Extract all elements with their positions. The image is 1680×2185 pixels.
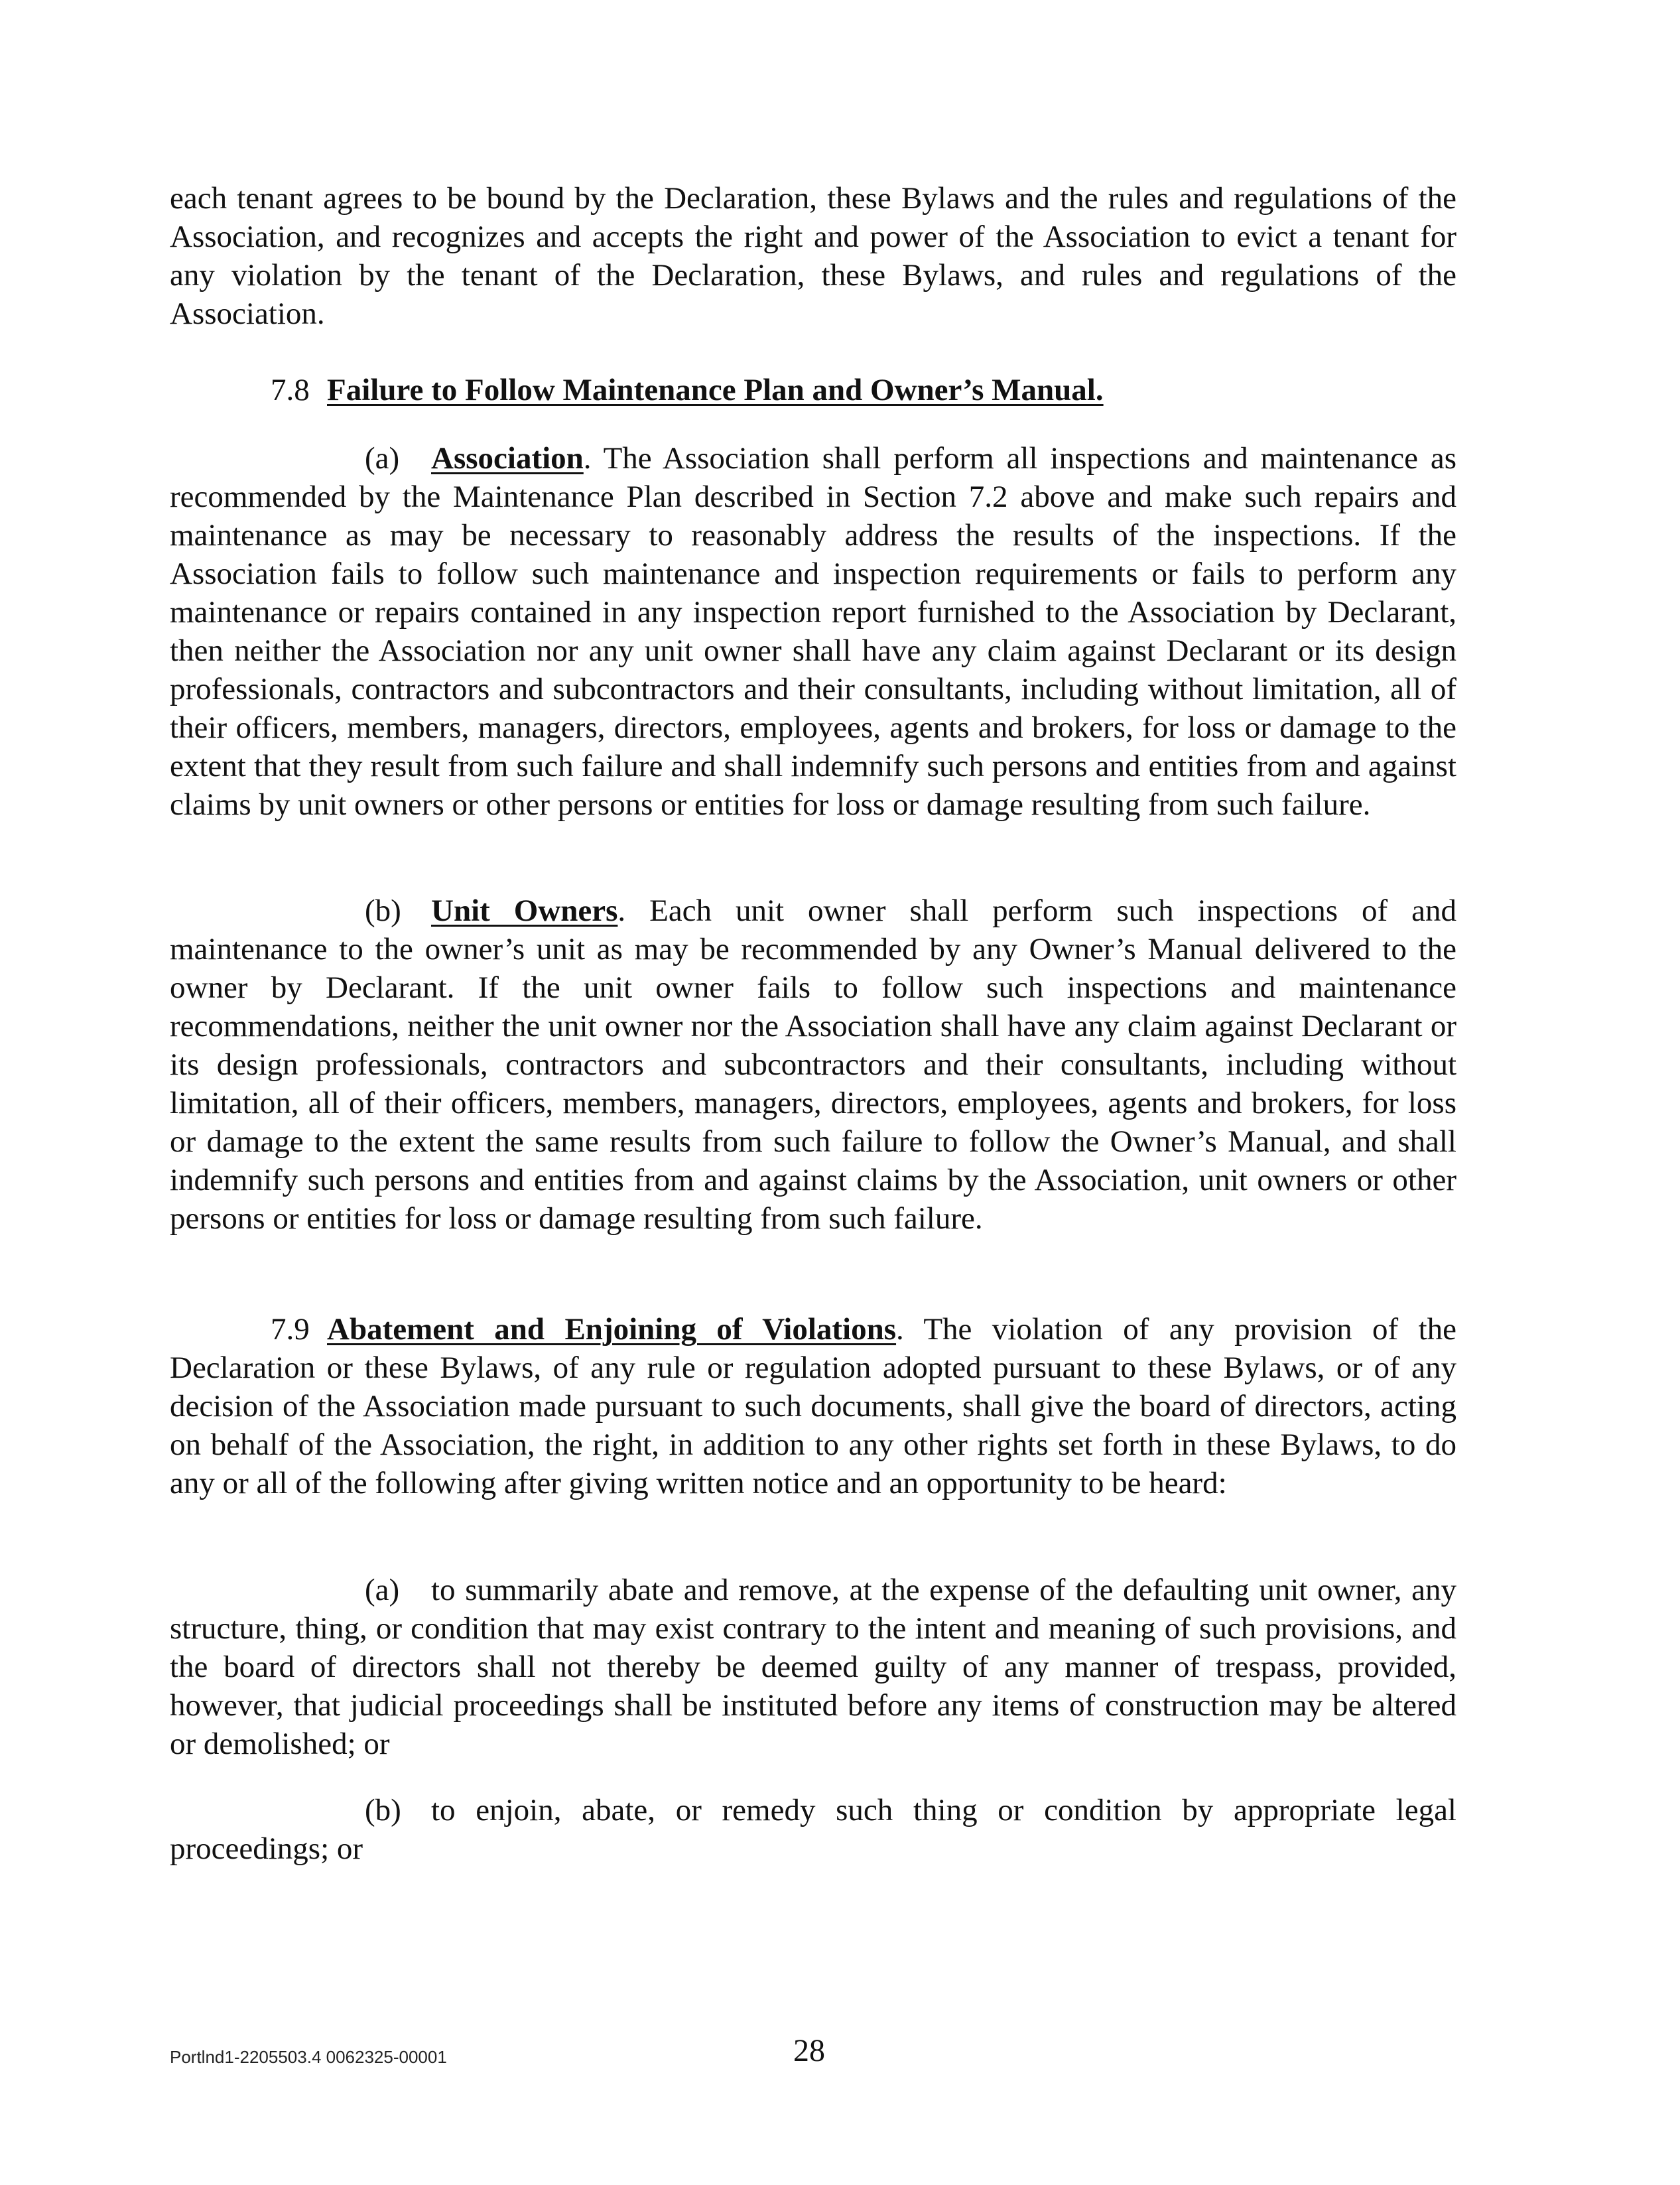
heading-punctuation: . bbox=[896, 1312, 904, 1347]
page-number: 28 bbox=[793, 2033, 825, 2068]
section-7-9-paragraph bbox=[170, 1310, 1456, 1502]
section-title: Failure to Follow Maintenance Plan and Owner’s Manual. bbox=[327, 373, 1104, 407]
paragraph-text: to summarily abate and remove, at the expense of the defaulting unit owner, any structure, thing, or condition that may exist contrary to the intent and meaning of such provisions, and the board of directors shall not thereby be deemed guilty of any manner of trespass, provided, however, that judicial proceedings shall be instituted before any items of construction may be altered or demolished; or bbox=[170, 1573, 1456, 1761]
section-7-9-a-paragraph bbox=[170, 1571, 1456, 1763]
footer-document-code: Portlnd1-2205503.4 0062325-00001 bbox=[170, 2047, 447, 2067]
subsection-label: (b) bbox=[365, 1793, 401, 1827]
subsection-label: (a) bbox=[365, 1573, 400, 1607]
paragraph-text: The violation of any provision of the Declaration or these Bylaws, of any rule or regulation adopted pursuant to these Bylaws, or of any decision of the Association made pursuant to such documents, shall give the board of directors, acting on behalf of the Association, the right, in addition to any other rights set forth in these Bylaws, to do any or all of the following after giving written notice and an opportunity to be heard: bbox=[170, 1312, 1456, 1500]
paragraph-text: Each unit owner shall perform such inspections of and maintenance to the owner’s unit as may be recommended by any Owner’s Manual delivered to the owner by Declarant. If the unit owner fails to follow such inspections and maintenance recommendations, neither the unit owner nor the Association shall have any claim against Declarant or its design professionals, contractors and subcontractors and their consultants, including without limitation, all of their officers, members, managers, directors, employees, agents and brokers, for loss or damage to the extent the same results from such failure to follow the Owner’s Manual, and shall indemnify such persons and entities from and against claims by the Association, unit owners or other persons or entities for loss or damage resulting from such failure. bbox=[170, 894, 1456, 1236]
section-title: Abatement and Enjoining of Violations bbox=[327, 1312, 897, 1347]
section-number: 7.8 bbox=[271, 373, 310, 407]
continuation-paragraph: each tenant agrees to be bound by the Declaration, these Bylaws and the rules and regulations of the Association, and recognizes and accepts the right and power of the Association to evict a tenant for any violation by the tenant of the Declaration, these Bylaws, and rules and regulations of the Association. bbox=[170, 181, 1456, 331]
section-7-9-b-paragraph bbox=[170, 1791, 1456, 1868]
section-7-8-heading bbox=[170, 371, 1456, 409]
subsection-title: Unit Owners bbox=[431, 894, 618, 928]
section-number: 7.9 bbox=[271, 1312, 310, 1347]
heading-punctuation: . bbox=[617, 894, 626, 928]
section-7-8-a-paragraph bbox=[170, 439, 1456, 824]
paragraph-text: The Association shall perform all inspections and maintenance as recommended by the Maintenance Plan described in Section 7.2 above and make such repairs and maintenance as may be necessary to reasonably address the results of the inspections. If the Association fails to follow such maintenance and inspection requirements or fails to perform any maintenance or repairs contained in any inspection report furnished to the Association by Declarant, then neither the Association nor any unit owner shall have any claim against Declarant or its design professionals, contractors and subcontractors and their consultants, including without limitation, all of their officers, members, managers, directors, employees, agents and brokers, for loss or damage to the extent that they result from such failure and shall indemnify such persons and entities from and against claims by unit owners or other persons or entities for loss or damage resulting from such failure. bbox=[170, 441, 1456, 822]
paragraph-text: to enjoin, abate, or remedy such thing or condition by appropriate legal proceedings; or bbox=[170, 1793, 1456, 1866]
subsection-label: (a) bbox=[365, 441, 400, 476]
subsection-label: (b) bbox=[365, 894, 401, 928]
section-7-8-b-paragraph bbox=[170, 892, 1456, 1238]
subsection-title: Association bbox=[431, 441, 584, 476]
heading-punctuation: . bbox=[583, 441, 592, 476]
